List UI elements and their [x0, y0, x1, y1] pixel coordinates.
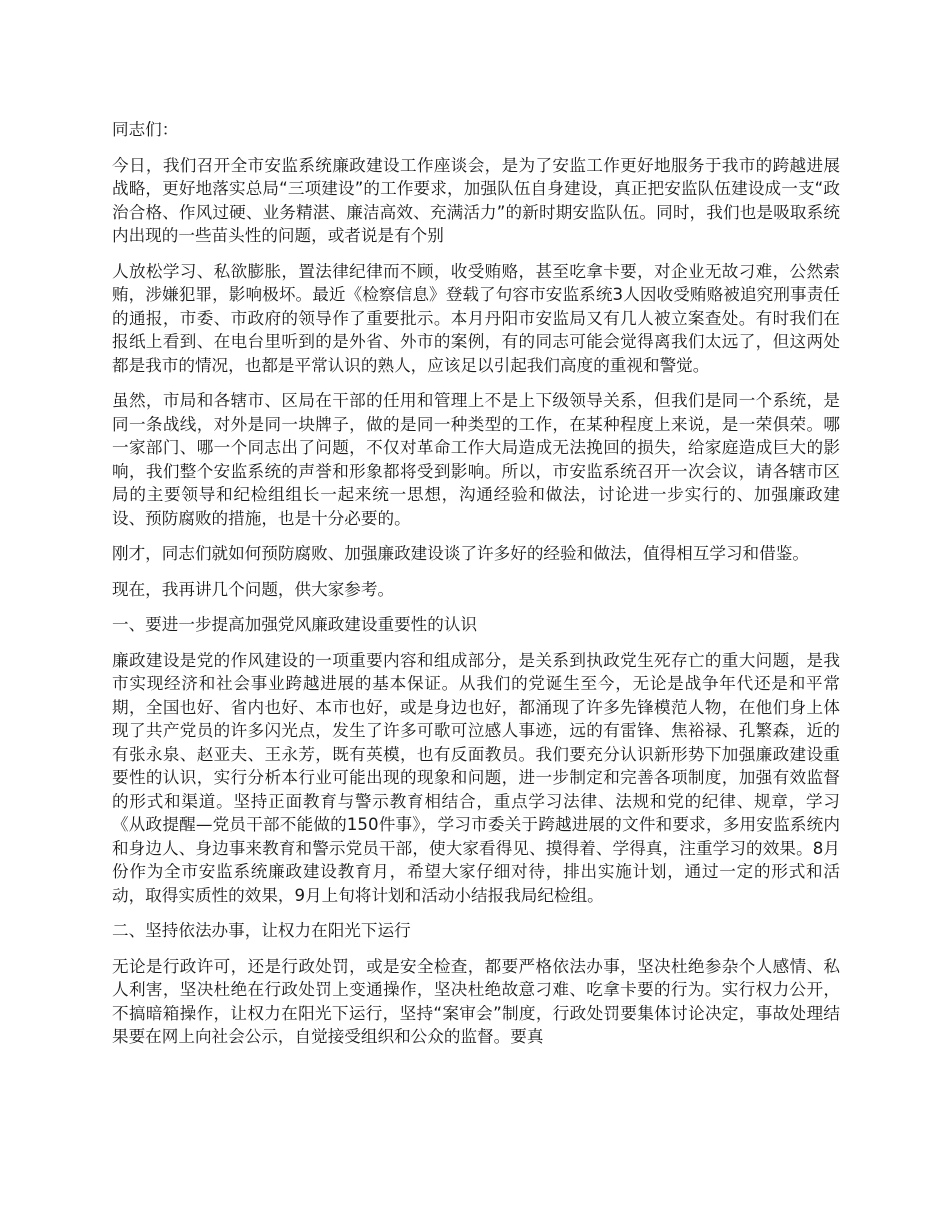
paragraph-experience: 刚才，同志们就如何预防腐败、加强廉政建设谈了许多好的经验和做法，值得相互学习和借鉴。	[112, 544, 809, 563]
section-heading-1: 一、要进一步提高加强党风廉政建设重要性的认识	[112, 615, 478, 634]
paragraph-cases: 人放松学习、私欲膨胀，置法律纪律而不顾，收受贿赂，甚至吃拿卡要，对企业无故刁难，公然索贿，涉嫌犯罪，影响极坏。最近《检察信息》登载了句容市安监系统3人因收受贿赂被追究刑事责任的通报，市委、市政府的领导作了重要批示。本月丹阳市安监局又有几人被立案查处。有时我们在报纸上看到、在电台里听到的是外省、外市的案例，有的同志可能会觉得离我们太远了，但这两处都是我市的情况，也都是平常认识的熟人，应该足以引起我们高度的重视和警觉。	[112, 261, 840, 375]
section-heading-2: 二、坚持依法办事，让权力在阳光下运行	[112, 921, 411, 940]
document-body	[112, 118, 840, 1061]
paragraph-system: 虽然，市局和各辖市、区局在干部的任用和管理上不是上下级领导关系，但我们是同一个系统，是同一条战线，对外是同一块牌子，做的是同一种类型的工作，在某种程度上来说，是一荣俱荣。哪一家部门、哪一个同志出了问题，不仅对革命工作大局造成无法挽回的损失，给家庭造成巨大的影响，我们整个安监系统的声誉和形象都将受到影响。所以，市安监系统召开一次会议，请各辖市区局的主要领导和纪检组组长一起来统一思想，沟通经验和做法，讨论进一步实行的、加强廉政建设、预防腐败的措施，也是十分必要的。	[112, 391, 840, 528]
paragraph-intro: 今日，我们召开全市安监系统廉政建设工作座谈会，是为了安监工作更好地服务于我市的跨越进展战略，更好地落实总局“三项建设”的工作要求，加强队伍自身建设，真正把安监队伍建设成一支“政治合格、作风过硬、业务精湛、廉洁高效、充满活力”的新时期安监队伍。同时，我们也是吸取系统内出现的一些苗头性的问题，或者说是有个别	[112, 155, 840, 245]
paragraph-transition: 现在，我再讲几个问题，供大家参考。	[112, 579, 395, 599]
salutation: 同志们：	[112, 120, 179, 139]
section-body-1: 廉政建设是党的作风建设的一项重要内容和组成部分，是关系到执政党生死存亡的重大问题，是我市实现经济和社会事业跨越进展的基本保证。从我们的党诞生至今，无论是战争年代还是和平常期，全国也好、省内也好、本市也好，或是身边也好，都涌现了许多先锋模范人物，在他们身上体现了共产党员的许多闪光点，发生了许多可歌可泣感人事迹，远的有雷锋、焦裕禄、孔繁森，近的有张永泉、赵亚夫、王永芳，既有英模，也有反面教员。我们要充分认识新形势下加强廉政建设重要性的认识，实行分析本行业可能出现的现象和问题，进一步制定和完善各项制度，加强有效监督的形式和渠道。坚持正面教育与警示教育相结合，重点学习法律、法规和党的纪律、规章，学习《从政提醒—党员干部不能做的150件事》，学习市委关于跨越进展的文件和要求，多用安监系统内和身边人、身边事来教育和警示党员干部，使大家看得见、摸得着、学得真，注重学习的效果。8月份作为全市安监系统廉政建设教育月，希望大家仔细对待，排出实施计划，通过一定的形式和活动，取得实质性的效果，9月上旬将计划和活动小结报我局纪检组。	[112, 650, 840, 905]
section-body-2: 无论是行政许可，还是行政处罚，或是安全检查，都要严格依法办事，坚决杜绝参杂个人感情、私人利害，坚决杜绝在行政处罚上变通操作，坚决杜绝故意刁难、吃拿卡要的行为。实行权力公开，不搞暗箱操作，让权力在阳光下运行，坚持“案审会”制度，行政处罚要集体讨论决定，事故处理结果要在网上向社会公示，自觉接受组织和公众的监督。要真	[112, 956, 840, 1046]
